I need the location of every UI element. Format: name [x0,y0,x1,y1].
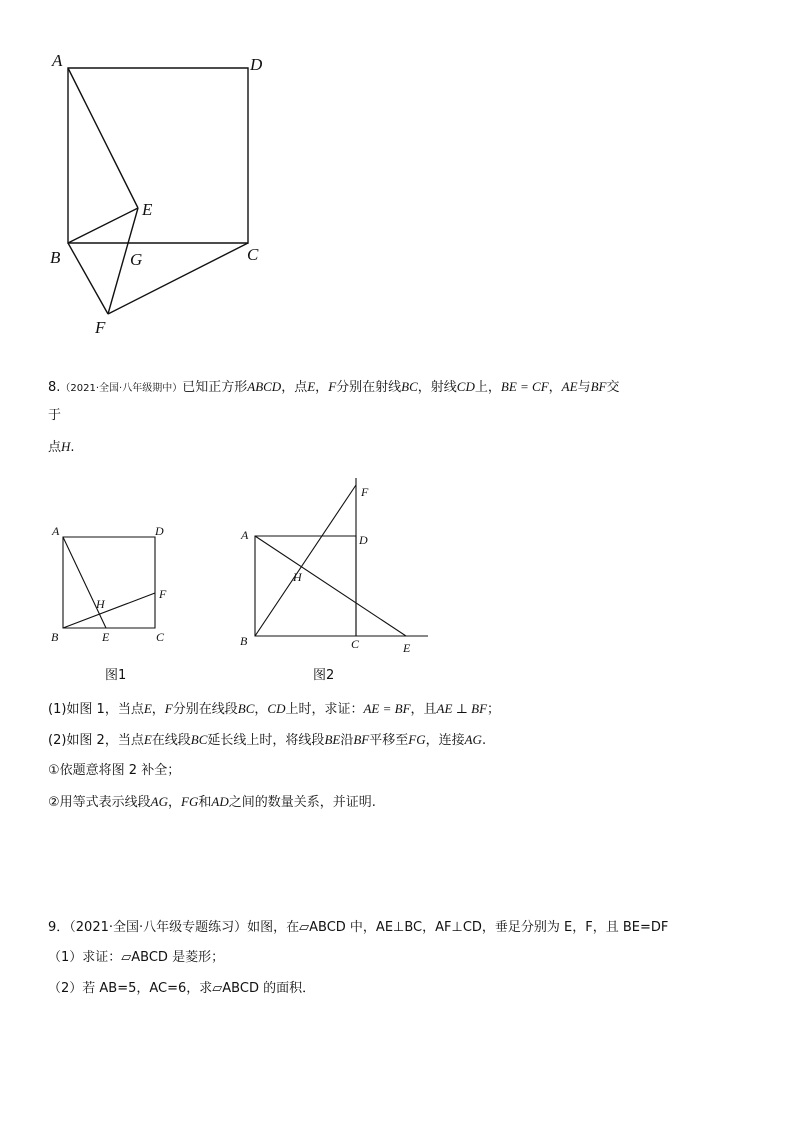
q8-line3: 点H. [48,439,75,455]
fig1-label-e: E [102,630,110,644]
q8-source: （2021·全国·八年级期中） [60,383,183,394]
label-e: E [142,200,153,219]
fig2-label-c: C [351,637,360,651]
fig2-label-d: D [359,533,368,547]
q8-part2: (2)如图 2，当点E在线段BC延长线上时，将线段BE沿BF平移至FG，连接AG. [48,732,487,748]
fig1-label-c: C [156,630,165,644]
figure-2 [230,470,440,685]
top-figure [40,45,280,345]
q8-sub2: ②用等式表示线段AG，FG和AD之间的数量关系，并证明. [48,794,376,810]
fig1-label-d: D [155,524,164,538]
q9-line1: 9．（2021·全国·八年级专题练习）如图，在▱ABCD 中，AE⊥BC，AF⊥CD，垂足分别为 E，F，且 BE=DF [48,920,669,935]
fig2-caption: 图2 [313,668,335,683]
fig2-segment-bf [255,485,356,636]
q8-part1: (1)如图 1，当点E，F分别在线段BC，CD上时，求证：AE = BF，且AE ⊥ BF； [48,701,501,717]
q8-number: 8 [48,380,57,395]
fig2-label-e: E [403,641,411,655]
fig2-label-b: B [240,634,248,648]
fig1-label-f: F [159,587,167,601]
fig1-label-a: A [52,524,60,538]
fig2-segment-ae [255,536,406,636]
q9-line2: （1）求证：▱ABCD 是菱形； [48,950,225,965]
q9-line3: （2）若 AB=5，AC=6，求▱ABCD 的面积． [48,981,316,996]
fig2-label-f: F [361,485,369,499]
label-b: B [50,248,61,267]
fig2-label-a: A [241,528,249,542]
segment-fc [108,243,248,314]
segment-bf [68,243,108,314]
fig1-segment-bf [63,593,155,628]
figure-1 [40,515,180,685]
fig1-caption: 图1 [105,668,127,683]
fig2-square [255,536,356,636]
segment-ae [68,68,138,208]
q8-sub1: ①依题意将图 2 补全； [48,763,181,778]
label-g: G [130,250,143,269]
segment-be [68,208,138,243]
fig2-label-h: H [293,570,302,584]
label-c: C [247,245,259,264]
fig1-label-b: B [51,630,59,644]
square-abcd [68,68,248,243]
q8-line2: 于 [48,408,62,423]
fig1-label-h: H [96,597,105,611]
fig1-square [63,537,155,628]
label-f: F [95,318,106,337]
q8-line1: 8.（2021·全国·八年级期中）已知正方形ABCD，点E，F分别在射线BC，射线CD上，BE = CF，AE与BF交 [48,379,620,395]
label-d: D [250,55,263,74]
label-a: A [52,51,63,70]
